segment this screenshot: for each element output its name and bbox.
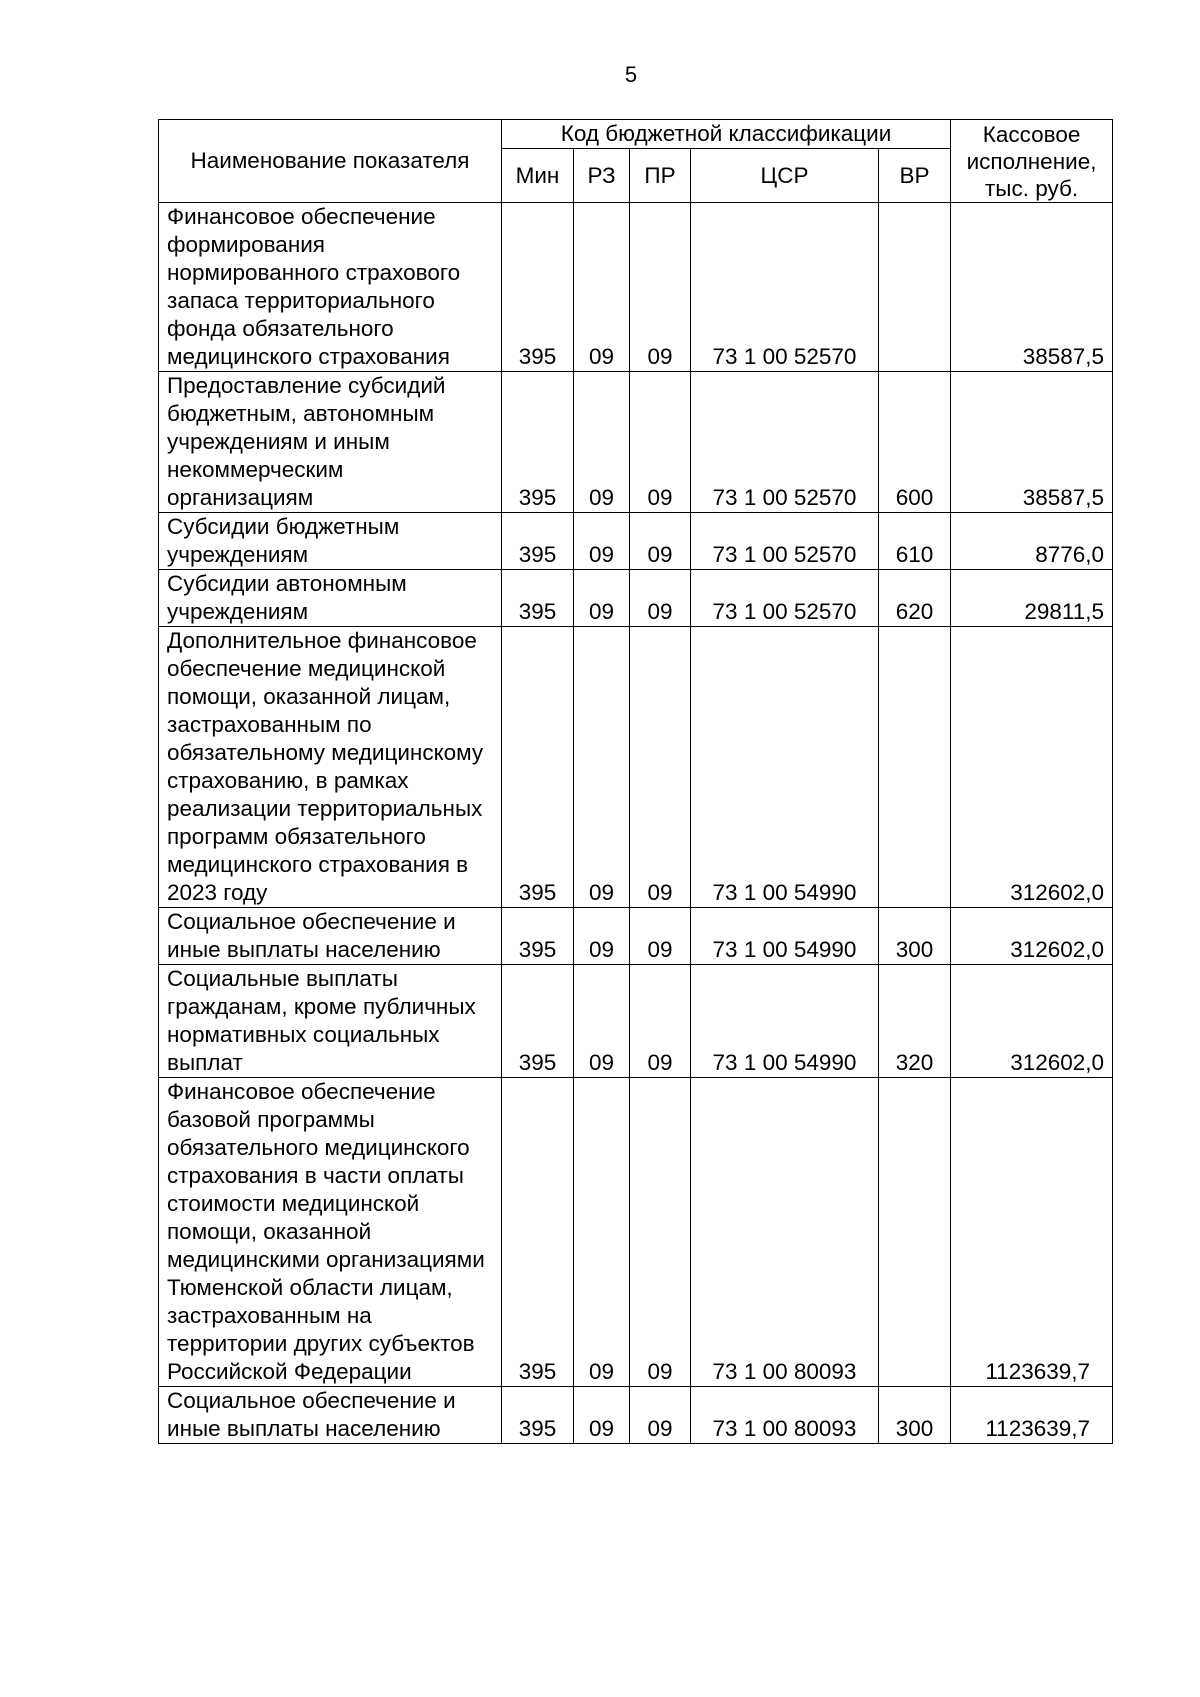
header-sum-line1: Кассовое (982, 121, 1081, 147)
row-csr: 73 1 00 80093 (691, 1387, 879, 1444)
row-min: 395 (502, 627, 574, 908)
page-number: 5 (624, 62, 638, 87)
row-pr: 09 (630, 372, 691, 513)
row-min: 395 (502, 513, 574, 570)
table-row (159, 627, 1113, 908)
table-row (159, 372, 1113, 513)
row-rz: 09 (574, 1078, 630, 1387)
table-row (159, 203, 1113, 372)
row-pr: 09 (630, 965, 691, 1078)
row-name: Социальные выплаты гражданам, кроме публичных нормативных социальных выплат (159, 965, 502, 1078)
row-csr: 73 1 00 80093 (691, 1078, 879, 1387)
header-rz: РЗ (574, 149, 630, 203)
row-csr: 73 1 00 52570 (691, 570, 879, 627)
row-csr: 73 1 00 54990 (691, 627, 879, 908)
header-csr: ЦСР (691, 149, 879, 203)
header-sum (951, 120, 1113, 203)
row-vr: 300 (879, 908, 951, 965)
row-rz: 09 (574, 372, 630, 513)
row-rz: 09 (574, 570, 630, 627)
row-name: Дополнительное финансовое обеспечение медицинской помощи, оказанной лицам, застрахованным по обязательному медицинскому страхованию, в рамках реализации территориальных программ обязательного медицинского страхования в 2023 году (159, 627, 502, 908)
row-pr: 09 (630, 1078, 691, 1387)
header-pr: ПР (630, 149, 691, 203)
row-name: Финансовое обеспечение формирования нормированного страхового запаса территориального фонда обязательного медицинского страхования (159, 203, 502, 372)
row-vr: 320 (879, 965, 951, 1078)
row-name: Финансовое обеспечение базовой программы обязательного медицинского страхования в части оплаты стоимости медицинской помощи, оказанной медицинскими организациями Тюменской области лицам, застрахованным на территории других субъектов Российской Федерации (159, 1078, 502, 1387)
row-min: 395 (502, 908, 574, 965)
header-vr: ВР (879, 149, 951, 203)
row-sum: 29811,5 (951, 570, 1113, 627)
row-name: Социальное обеспечение и иные выплаты населению (159, 1387, 502, 1444)
row-pr: 09 (630, 1387, 691, 1444)
table-row (159, 513, 1113, 570)
row-min: 395 (502, 570, 574, 627)
row-vr: 610 (879, 513, 951, 570)
row-sum: 1123639,7 (951, 1387, 1113, 1444)
row-sum: 8776,0 (951, 513, 1113, 570)
row-pr: 09 (630, 203, 691, 372)
header-code-group: Код бюджетной классификации (502, 120, 951, 149)
budget-table (158, 119, 1113, 1444)
row-pr: 09 (630, 627, 691, 908)
row-min: 395 (502, 1387, 574, 1444)
table-row (159, 1387, 1113, 1444)
row-rz: 09 (574, 1387, 630, 1444)
row-csr: 73 1 00 52570 (691, 203, 879, 372)
header-min: Мин (502, 149, 574, 203)
row-sum: 38587,5 (951, 203, 1113, 372)
row-rz: 09 (574, 965, 630, 1078)
row-name: Субсидии бюджетным учреждениям (159, 513, 502, 570)
table-row (159, 570, 1113, 627)
row-csr: 73 1 00 54990 (691, 965, 879, 1078)
row-sum: 312602,0 (951, 965, 1113, 1078)
row-sum: 312602,0 (951, 908, 1113, 965)
row-rz: 09 (574, 908, 630, 965)
header-row (159, 120, 1113, 149)
row-min: 395 (502, 372, 574, 513)
row-pr: 09 (630, 908, 691, 965)
row-rz: 09 (574, 627, 630, 908)
row-csr: 73 1 00 52570 (691, 372, 879, 513)
row-min: 395 (502, 203, 574, 372)
row-vr: 600 (879, 372, 951, 513)
row-vr: 300 (879, 1387, 951, 1444)
header-name: Наименование показателя (159, 120, 502, 203)
row-sum: 38587,5 (951, 372, 1113, 513)
table-row (159, 965, 1113, 1078)
row-name: Предоставление субсидий бюджетным, автономным учреждениям и иным некоммерческим организациям (159, 372, 502, 513)
row-sum: 312602,0 (951, 627, 1113, 908)
row-name: Субсидии автономным учреждениям (159, 570, 502, 627)
table-row (159, 908, 1113, 965)
row-name: Социальное обеспечение и иные выплаты населению (159, 908, 502, 965)
header-sum-line2: исполнение, (966, 148, 1097, 174)
row-vr (879, 1078, 951, 1387)
row-vr: 620 (879, 570, 951, 627)
table-row (159, 1078, 1113, 1387)
row-csr: 73 1 00 54990 (691, 908, 879, 965)
row-min: 395 (502, 1078, 574, 1387)
row-rz: 09 (574, 513, 630, 570)
row-csr: 73 1 00 52570 (691, 513, 879, 570)
row-min: 395 (502, 965, 574, 1078)
row-rz: 09 (574, 203, 630, 372)
row-sum: 1123639,7 (951, 1078, 1113, 1387)
row-pr: 09 (630, 570, 691, 627)
row-pr: 09 (630, 513, 691, 570)
header-sum-line3: тыс. руб. (984, 175, 1079, 201)
row-vr (879, 203, 951, 372)
row-vr (879, 627, 951, 908)
